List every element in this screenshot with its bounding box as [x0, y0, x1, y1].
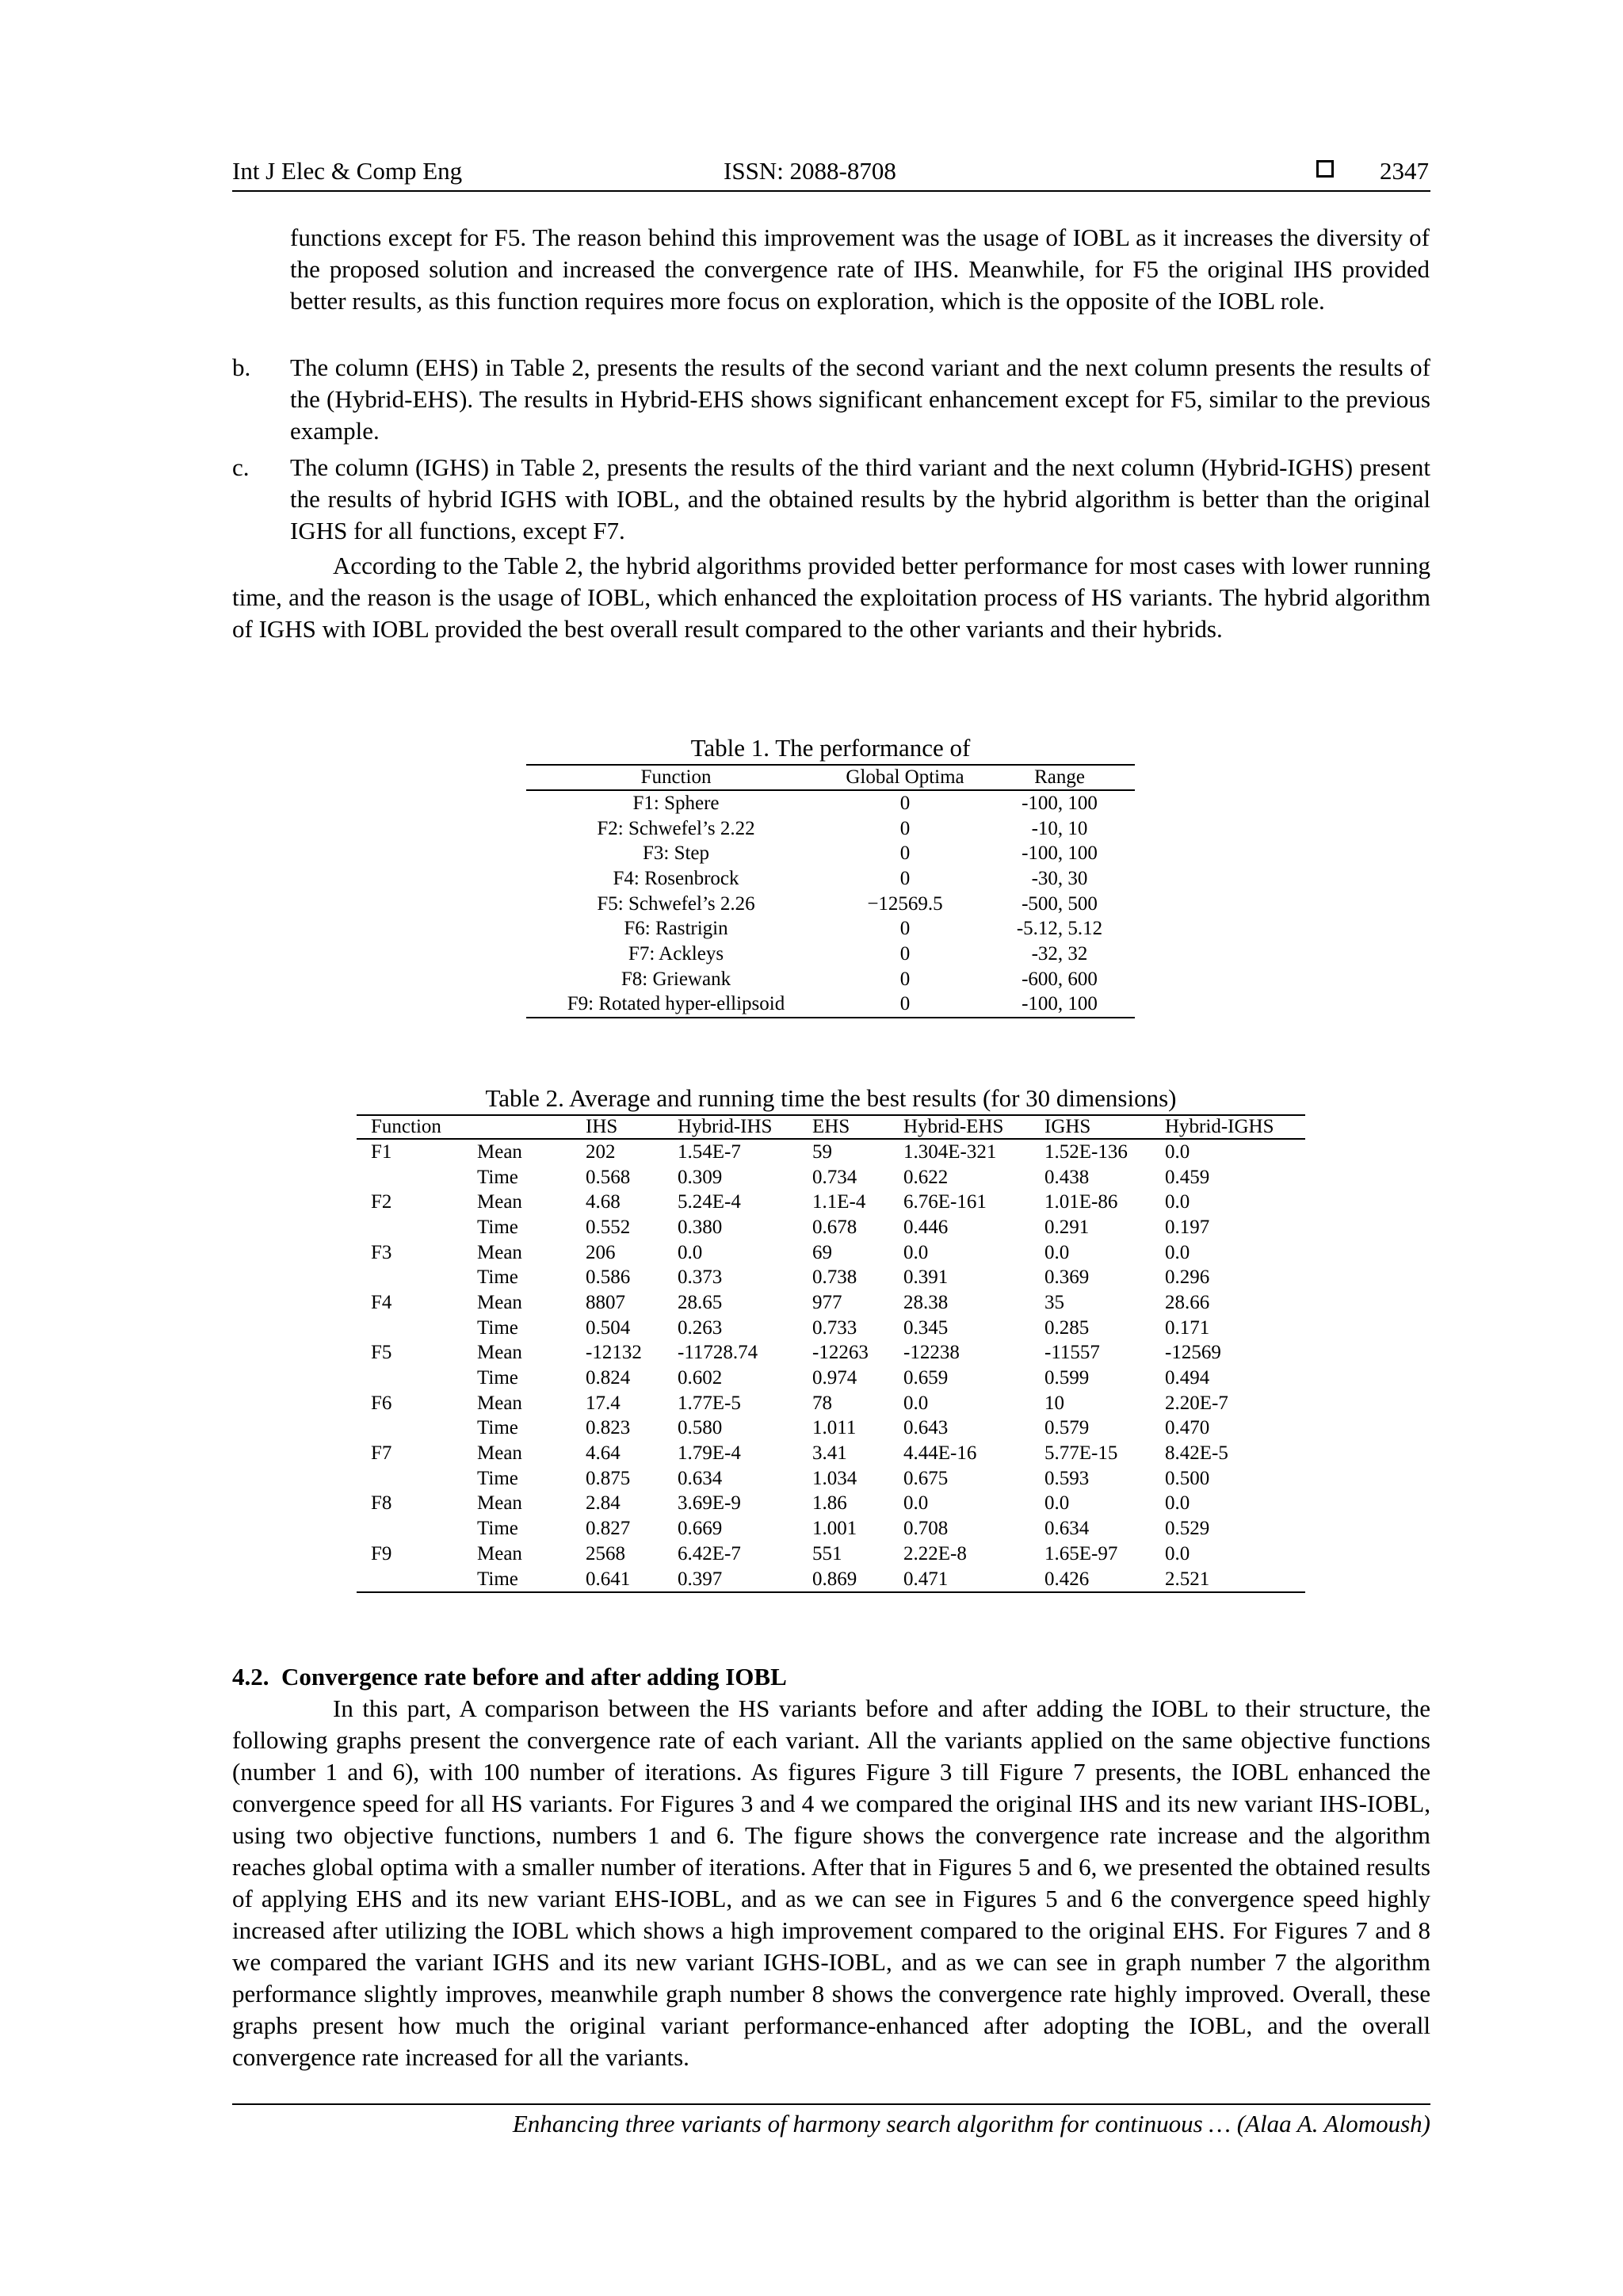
table-cell: 0.345: [903, 1316, 949, 1339]
list-marker: b.: [232, 353, 251, 381]
table-cell: 0.734: [812, 1166, 857, 1188]
table-cell: 0.0: [903, 1241, 929, 1263]
table-cell: [357, 1567, 463, 1593]
list-item: [232, 352, 1430, 447]
table-cell: Time: [477, 1518, 518, 1540]
table-cell: 0.641: [571, 1567, 663, 1593]
table-cell: [357, 1416, 463, 1442]
table-cell: 0.285: [1044, 1316, 1090, 1339]
table-cell: Mean: [477, 1342, 522, 1364]
table-cell: 0.470: [1165, 1417, 1210, 1439]
table-cell: -100, 100: [984, 992, 1135, 1018]
table-cell: 0.568: [586, 1166, 631, 1188]
table-1-grid: [526, 764, 1135, 1018]
table-cell: 10: [1044, 1392, 1064, 1414]
table-cell: Time: [477, 1316, 518, 1339]
table-cell: 2.84: [586, 1492, 621, 1515]
table-cell: 0.579: [1044, 1417, 1090, 1439]
table-cell: 0.622: [903, 1166, 949, 1188]
table-row: [357, 1165, 1305, 1190]
table-cell: 0.291: [1044, 1216, 1090, 1238]
table-cell: 0.296: [1165, 1266, 1210, 1289]
table-cell: 1.001: [812, 1518, 857, 1540]
table-cell: 0.823: [586, 1417, 631, 1439]
table-cell: F8: [371, 1492, 392, 1515]
table-cell: 0: [899, 842, 911, 865]
table-cell: -600, 600: [1022, 968, 1098, 990]
table-cell: 0.504: [586, 1316, 631, 1339]
table-cell: 0.529: [1165, 1518, 1210, 1540]
table-row: [357, 1391, 1305, 1416]
table-cell: F1: Sphere: [632, 792, 720, 814]
table-cell: F7: Ackleys: [628, 942, 724, 965]
table-cell: [357, 1466, 463, 1492]
table-cell: [357, 1516, 463, 1541]
table-cell: [357, 1265, 463, 1290]
table-cell: 2.20E-7: [1165, 1392, 1228, 1414]
table-cell: 0.580: [678, 1417, 723, 1439]
table-cell: 0.586: [586, 1266, 631, 1289]
table-cell: 0.599: [1044, 1367, 1090, 1389]
table-cell: 0.669: [678, 1518, 723, 1540]
table-cell: 0.0: [1165, 1492, 1190, 1515]
table-cell: 1.77E-5: [678, 1392, 741, 1414]
table-cell: 1.1E-4: [812, 1191, 866, 1213]
table-row: [526, 992, 1135, 1018]
table-row: [526, 916, 1135, 942]
table-cell: 202: [586, 1140, 616, 1163]
table-cell: F4: Rosenbrock: [613, 867, 739, 889]
table-row: [357, 1416, 1305, 1442]
table-cell: -5.12, 5.12: [1016, 918, 1103, 940]
list-text: The column (EHS) in Table 2, presents the results of the second variant and the next column presents the results of the (Hybrid-EHS). The results in Hybrid-EHS shows significant enhancement except for F5, similar to the previous example.: [290, 353, 1430, 445]
table-cell: 0: [899, 942, 911, 965]
paragraph-summary: According to the Table 2, the hybrid algorithms provided better performance for most cases with lower running time, and the reason is the usage of IOBL, which enhanced the exploitation process of HS variants. The hybrid algorithm of IGHS with IOBL provided the best overall result compared to the other variants and their hybrids.: [232, 552, 1430, 643]
table-cell: Mean: [477, 1492, 522, 1515]
table-row: [526, 892, 1135, 917]
table-cell: 0.0: [1165, 1241, 1190, 1263]
table-cell: 0.733: [812, 1316, 857, 1339]
table-cell: 5.24E-4: [678, 1191, 741, 1213]
table-cell: 0.602: [678, 1367, 723, 1389]
table-cell: 977: [812, 1291, 842, 1313]
table-cell: 0.397: [663, 1567, 798, 1593]
table-cell: 6.42E-7: [678, 1542, 741, 1564]
table-cell: -100, 100: [1022, 842, 1098, 865]
table-cell: Mean: [477, 1291, 522, 1313]
table-cell: 0: [899, 918, 911, 940]
table-cell: F9: Rotated hyper-ellipsoid: [526, 992, 826, 1018]
table-cell: 0.380: [678, 1216, 723, 1238]
table-cell: Mean: [477, 1140, 522, 1163]
table-2: [357, 1083, 1305, 1593]
table-cell: -10, 10: [1031, 817, 1088, 839]
table-cell: 0.659: [903, 1367, 949, 1389]
table-cell: Time: [477, 1166, 518, 1188]
table-cell: 8807: [586, 1291, 625, 1313]
table-cell: Mean: [477, 1392, 522, 1414]
table-cell: Time: [477, 1467, 518, 1489]
table-cell: 5.77E-15: [1044, 1442, 1118, 1465]
table-cell: F8: Griewank: [621, 968, 731, 990]
section-heading: 4.2. Convergence rate before and after adding IOBL: [232, 1663, 787, 1690]
table-header-cell: IHS: [571, 1115, 663, 1139]
table-cell: 1.304E-321: [903, 1140, 997, 1163]
table-cell: 0: [899, 792, 911, 814]
table-cell: 0.824: [586, 1367, 631, 1389]
table-1: [526, 732, 1135, 1018]
table-cell: 0.494: [1165, 1367, 1210, 1389]
table-cell: 0.263: [678, 1316, 723, 1339]
table-cell: 0.593: [1044, 1467, 1090, 1489]
table-cell: 1.65E-97: [1044, 1542, 1118, 1564]
table-cell: 78: [812, 1392, 832, 1414]
table-cell: 3.69E-9: [678, 1492, 741, 1515]
table-cell: 4.68: [586, 1191, 621, 1213]
table-header-cell: Global Optima: [826, 765, 984, 790]
table-1-caption: Table 1. The performance of: [690, 734, 971, 762]
table-cell: 0.675: [903, 1467, 949, 1489]
table-cell: −12569.5: [867, 892, 943, 915]
table-cell: 1.79E-4: [678, 1442, 741, 1465]
table-cell: F1: [371, 1140, 392, 1163]
table-cell: -500, 500: [1022, 892, 1098, 915]
table-cell: 206: [586, 1241, 616, 1263]
table-cell: 0: [899, 817, 911, 839]
table-row: [357, 1316, 1305, 1341]
table-header-cell: Function: [526, 765, 826, 790]
table-row: [357, 1139, 1305, 1165]
table-cell: 0.643: [903, 1417, 949, 1439]
table-header-cell: [463, 1115, 571, 1139]
table-cell: 0: [899, 968, 911, 990]
table-header-cell: Hybrid-IGHS: [1151, 1115, 1305, 1139]
table-cell: 0.197: [1165, 1216, 1210, 1238]
table-cell: 28.38: [903, 1291, 949, 1313]
table-cell: -30, 30: [1031, 867, 1088, 889]
issn: ISSN: 2088-8708: [724, 157, 896, 185]
table-row: [357, 1492, 1305, 1517]
table-row: [357, 1441, 1305, 1466]
table-cell: 0.974: [812, 1367, 857, 1389]
table-cell: 0: [899, 867, 911, 889]
table-cell: -12569: [1165, 1342, 1221, 1364]
table-cell: Mean: [477, 1442, 522, 1465]
table-cell: -12132: [586, 1342, 642, 1364]
table-cell: -11728.74: [678, 1342, 758, 1364]
table-cell: F2: Schwefel’s 2.22: [597, 817, 755, 839]
table-cell: 1.54E-7: [678, 1140, 741, 1163]
table-header-cell: IGHS: [1030, 1115, 1151, 1139]
table-cell: 0.708: [903, 1518, 949, 1540]
table-cell: 0.0: [1165, 1140, 1190, 1163]
table-row: [357, 1240, 1305, 1266]
table-cell: 3.41: [812, 1442, 847, 1465]
table-row: [526, 942, 1135, 967]
table-cell: 0.0: [678, 1241, 703, 1263]
table-cell: Mean: [477, 1241, 522, 1263]
table-cell: 0.738: [812, 1266, 857, 1289]
table-header-cell: EHS: [798, 1115, 889, 1139]
table-cell: 59: [812, 1140, 832, 1163]
table-cell: 69: [812, 1241, 832, 1263]
section-paragraph: In this part, A comparison between the HS variants before and after adding the IOBL to their structure, the following graphs present the convergence rate of each variant. All the variants applied on the same objective functions (number 1 and 6), with 100 number of iterations. As figures Figure 3 till Figure 7 presents, the IOBL enhanced the convergence speed for all HS variants. For Figures 3 and 4 we compared the original IHS and its new variant IHS-IOBL, using two objective functions, numbers 1 and 6. The figure shows the convergence rate increase and the algorithm reaches global optima with a smaller number of iterations. After that in Figures 5 and 6, we presented the obtained results of applying EHS and its new variant EHS-IOBL, and as we can see in Figures 5 and 6 the convergence speed highly increased after utilizing the IOBL which shows a high improvement compared to the original EHS. For Figures 7 and 8 we compared the variant IGHS and its new variant IGHS-IOBL, and as we can see in graph number 7 the algorithm performance slightly improves, meanwhile graph number 8 shows the convergence rate highly improved. Overall, these graphs present how much the original variant performance-enhanced after adopting the IOBL, and the overall convergence rate increased for all the variants.: [232, 1694, 1430, 2071]
table-cell: [357, 1215, 463, 1240]
table-cell: 0: [826, 992, 984, 1018]
running-header: [232, 155, 1430, 192]
table-cell: 0.309: [678, 1166, 723, 1188]
table-row: [526, 967, 1135, 992]
table-cell: 551: [812, 1542, 842, 1564]
table-cell: F9: [371, 1542, 392, 1564]
table-cell: 1.86: [812, 1492, 847, 1515]
table-cell: 0.171: [1165, 1316, 1210, 1339]
table-cell: -100, 100: [1022, 792, 1098, 814]
table-cell: 4.44E-16: [903, 1442, 977, 1465]
table-cell: -11557: [1044, 1342, 1100, 1364]
table-cell: 2.22E-8: [903, 1542, 967, 1564]
table-cell: 1.52E-136: [1044, 1140, 1128, 1163]
table-cell: 1.01E-86: [1044, 1191, 1118, 1213]
table-cell: F3: [371, 1241, 392, 1263]
table-row: [526, 841, 1135, 866]
table-cell: 0.373: [678, 1266, 723, 1289]
table-cell: 4.64: [586, 1442, 621, 1465]
table-cell: 0.471: [889, 1567, 1030, 1593]
table-cell: [357, 1165, 463, 1190]
table-cell: [357, 1366, 463, 1391]
journal-name: Int J Elec & Comp Eng: [232, 157, 463, 185]
table-cell: 0.0: [1165, 1191, 1190, 1213]
table-cell: [357, 1316, 463, 1341]
table-cell: 0.500: [1165, 1467, 1210, 1489]
table-cell: 1.034: [812, 1467, 857, 1489]
table-row: [526, 866, 1135, 892]
table-cell: 35: [1044, 1291, 1064, 1313]
table-row: [357, 1567, 1305, 1593]
table-header-cell: Range: [984, 765, 1135, 790]
list-item: [232, 452, 1430, 547]
table-header-cell: Hybrid-IHS: [663, 1115, 798, 1139]
table-row: [357, 1516, 1305, 1541]
table-cell: -12263: [812, 1342, 869, 1364]
table-cell: Time: [477, 1417, 518, 1439]
table-cell: 0.438: [1044, 1166, 1090, 1188]
table-cell: 0.0: [1165, 1542, 1190, 1564]
table-cell: 0.678: [812, 1216, 857, 1238]
table-cell: 0.459: [1165, 1166, 1210, 1188]
table-row: [526, 790, 1135, 816]
table-cell: 0.0: [1044, 1492, 1070, 1515]
table-cell: 0.634: [1044, 1518, 1090, 1540]
table-cell: 0.827: [586, 1518, 631, 1540]
table-cell: 0.552: [586, 1216, 631, 1238]
table-cell: 0.426: [1030, 1567, 1151, 1593]
table-2-grid: [357, 1114, 1305, 1593]
table-cell: F5: Schwefel’s 2.26: [597, 892, 755, 915]
table-cell: 0.0: [903, 1392, 929, 1414]
table-cell: F4: [371, 1291, 392, 1313]
table-row: [357, 1265, 1305, 1290]
table-row: [357, 1466, 1305, 1492]
table-cell: 2.521: [1151, 1567, 1305, 1593]
table-header-cell: Hybrid-EHS: [889, 1115, 1030, 1139]
table-cell: F6: Rastrigin: [624, 918, 728, 940]
page-number: 2347: [1380, 157, 1429, 185]
running-footer: [232, 2103, 1430, 2137]
table-cell: 0.634: [678, 1467, 723, 1489]
table-cell: F7: [371, 1442, 392, 1465]
intro-paragraph: functions except for F5. The reason behind this improvement was the usage of IOBL as it increases the diversity of the proposed solution and increased the convergence rate of IHS. Meanwhile, for F5 the original IHS provided better results, as this function requires more focus on exploration, which is the opposite of the IOBL role.: [290, 223, 1430, 315]
table-row: [357, 1190, 1305, 1215]
table-cell: Time: [477, 1216, 518, 1238]
footer-citation: Enhancing three variants of harmony search algorithm for continuous … (Alaa A. Alomoush): [512, 2110, 1430, 2137]
table-cell: 2568: [586, 1542, 625, 1564]
table-cell: F2: [371, 1191, 392, 1213]
table-row: [357, 1290, 1305, 1316]
table-2-caption: Table 2. Average and running time the best results (for 30 dimensions): [485, 1084, 1177, 1112]
table-cell: 28.65: [678, 1291, 723, 1313]
table-row: [357, 1341, 1305, 1366]
table-cell: 0.391: [903, 1266, 949, 1289]
table-cell: 0.369: [1044, 1266, 1090, 1289]
table-cell: 1.011: [812, 1417, 857, 1439]
list-text: The column (IGHS) in Table 2, presents the results of the third variant and the next column (Hybrid-IGHS) present the results of hybrid IGHS with IOBL, and the obtained results by the hybrid algorithm is better than the original IGHS for all functions, except F7.: [290, 453, 1430, 544]
table-header-cell: Function: [357, 1115, 463, 1139]
table-cell: Time: [477, 1266, 518, 1289]
table-cell: 0.875: [586, 1467, 631, 1489]
table-cell: -12238: [903, 1342, 960, 1364]
table-cell: -32, 32: [1031, 942, 1088, 965]
table-cell: F5: [371, 1342, 392, 1364]
table-cell: F6: [371, 1392, 392, 1414]
table-cell: 0.0: [903, 1492, 929, 1515]
table-cell: 0.0: [1044, 1241, 1070, 1263]
table-cell: F3: Step: [642, 842, 710, 865]
table-row: [357, 1541, 1305, 1567]
table-cell: Mean: [477, 1542, 522, 1564]
table-cell: 17.4: [586, 1392, 621, 1414]
table-cell: 6.76E-161: [903, 1191, 987, 1213]
table-cell: 28.66: [1165, 1291, 1210, 1313]
table-cell: 8.42E-5: [1165, 1442, 1228, 1465]
list-marker: c.: [232, 453, 250, 481]
table-row: [526, 816, 1135, 842]
table-row: [357, 1366, 1305, 1391]
table-row: [357, 1215, 1305, 1240]
table-cell: 0.446: [903, 1216, 949, 1238]
table-cell: 0.869: [798, 1567, 889, 1593]
table-cell: Time: [463, 1567, 571, 1593]
table-cell: Time: [477, 1367, 518, 1389]
table-cell: Mean: [477, 1191, 522, 1213]
checkbox-square-icon: [1316, 160, 1334, 178]
